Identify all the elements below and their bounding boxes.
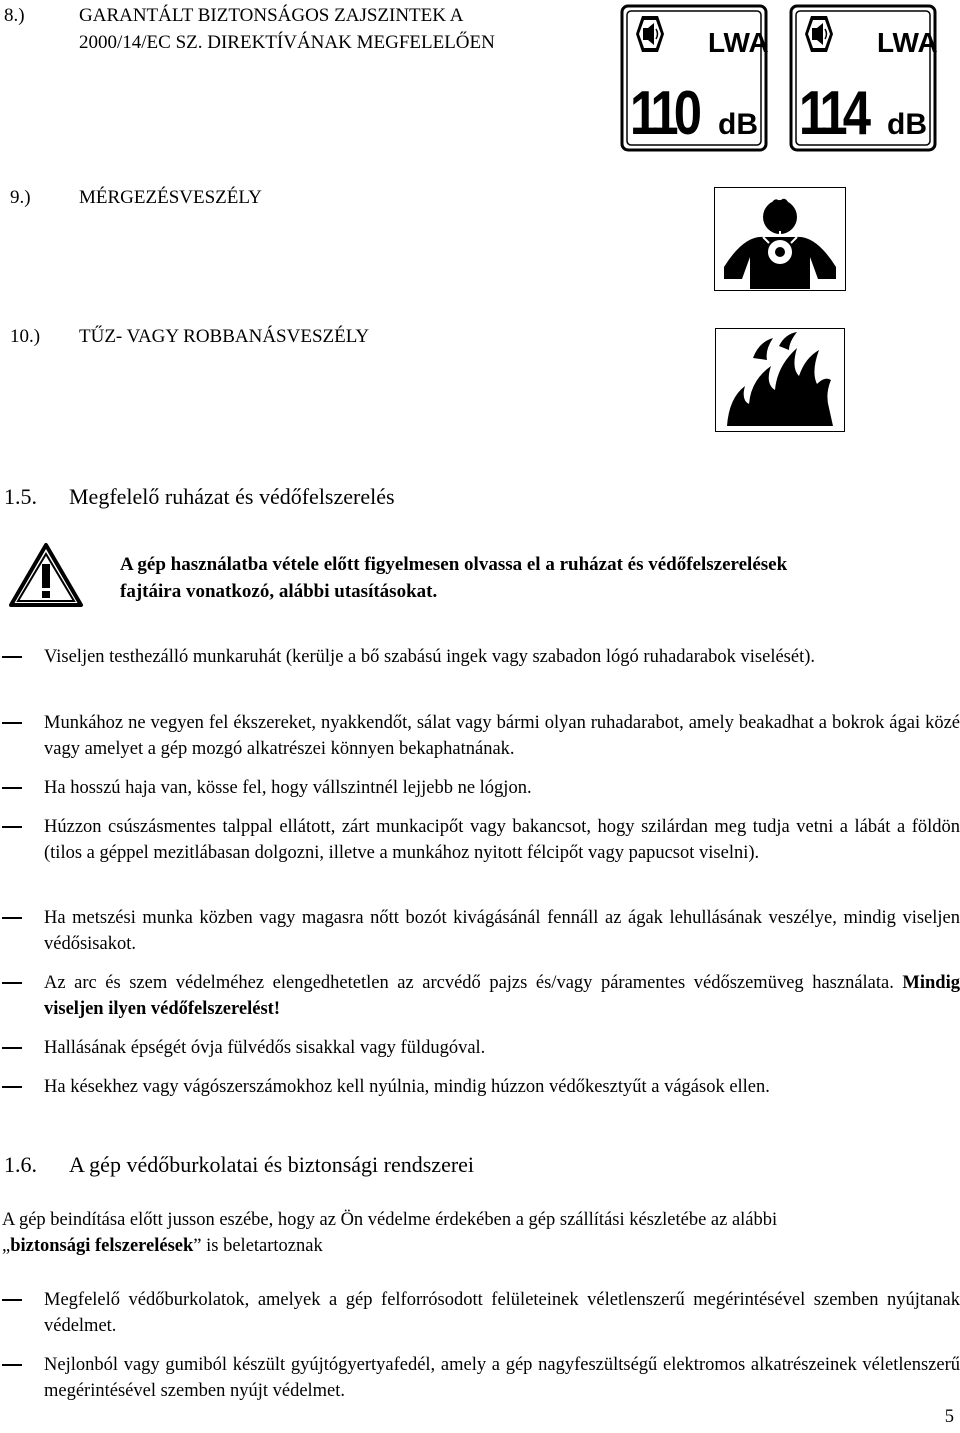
section15-number: 1.5. bbox=[4, 484, 37, 509]
list-item bbox=[0, 1074, 960, 1100]
bold-warning: Mindig viseljen ilyen védőfelszerelést! bbox=[44, 973, 960, 1019]
dash-bullet bbox=[2, 787, 22, 789]
dash-bullet bbox=[2, 1299, 22, 1301]
section16-paragraph: A gép beindítása előtt jusson eszébe, hogy az Ön védelme érdekében a gép szállítási készletébe az alábbi „biztonsági felszerelések” is beletartoznak bbox=[2, 1210, 778, 1256]
noise-sign-114 bbox=[789, 4, 937, 157]
dash-bullet bbox=[2, 1047, 22, 1049]
list-item bbox=[0, 710, 960, 762]
poison-person-icon bbox=[714, 187, 846, 296]
ear-symbol-icon bbox=[636, 16, 664, 52]
section8-number: 8.) bbox=[4, 5, 25, 26]
noise-unit: dB bbox=[718, 108, 758, 141]
section8-title-line1: GARANTÁLT BIZTONSÁGOS ZAJSZINTEK A bbox=[79, 5, 464, 26]
list-item bbox=[0, 644, 960, 670]
list-item bbox=[0, 1287, 960, 1339]
noise-label: LWA bbox=[708, 27, 768, 58]
section16-number: 1.6. bbox=[4, 1152, 37, 1177]
dash-bullet bbox=[2, 826, 22, 828]
list-item bbox=[0, 1352, 960, 1404]
dash-bullet bbox=[2, 982, 22, 984]
noise-value: 114 bbox=[798, 79, 867, 149]
list-item-text: Az arc és szem védelméhez elengedhetetlen az arcvédő pajzs és/vagy páramentes védőszemüveg használata. Mindig viseljen ilyen védőfelszerelést! bbox=[44, 973, 960, 1019]
fire-flame-icon bbox=[715, 328, 845, 437]
section16-title: A gép védőburkolatai és biztonsági rendszerei bbox=[69, 1152, 475, 1177]
noise-value: 110 bbox=[629, 79, 698, 149]
list-item bbox=[0, 970, 960, 1022]
noise-label: LWA bbox=[877, 27, 937, 58]
dash-bullet bbox=[2, 917, 22, 919]
dash-bullet bbox=[2, 1364, 22, 1366]
section15-intro-line1: A gép használatba vétele előtt figyelmesen olvassa el a ruházat és védőfelszerelések bbox=[120, 554, 788, 575]
noise-unit: dB bbox=[887, 108, 927, 141]
section15-intro-line2: fajtáira vonatkozó, alábbi utasításokat. bbox=[120, 581, 438, 602]
list-item-text: Ha késekhez vagy vágószerszámokhoz kell nyúlnia, mindig húzzon védőkesztyűt a vágások ellen. bbox=[44, 1077, 770, 1097]
page-number: 5 bbox=[944, 1407, 954, 1427]
list-item-text: Ha hosszú haja van, kösse fel, hogy vállszintnél lejjebb ne lógjon. bbox=[44, 778, 532, 798]
list-item-text: Viseljen testhezálló munkaruhát (kerülje a bő szabású ingek vagy szabadon lógó ruhadarabok viselését). bbox=[44, 647, 816, 667]
dash-bullet bbox=[2, 656, 22, 658]
section10-title: TŰZ- VAGY ROBBANÁSVESZÉLY bbox=[79, 326, 370, 347]
list-item bbox=[0, 775, 960, 801]
section15-title: Megfelelő ruházat és védőfelszerelés bbox=[69, 484, 395, 509]
dash-bullet bbox=[2, 1086, 22, 1088]
list-item bbox=[0, 814, 960, 866]
warning-triangle-icon bbox=[8, 542, 84, 613]
ear-symbol-icon bbox=[805, 16, 833, 52]
list-item bbox=[0, 905, 960, 957]
list-item-text: Húzzon csúszásmentes talppal ellátott, zárt munkacipőt vagy bakancsot, hogy szilárdan meg tudja vetni a lábát a földön (tilos a géppel mezitlábasan dolgozni, illetve a munkához nyitott félcipőt vagy papucsot viselni). bbox=[44, 817, 960, 863]
list-item-text: Hallásának épségét óvja fülvédős sisakkal vagy füldugóval. bbox=[44, 1038, 486, 1058]
noise-sign-110 bbox=[620, 4, 768, 157]
section9-number: 9.) bbox=[10, 187, 31, 208]
list-item bbox=[0, 1035, 960, 1061]
list-item-text: Nejlonból vagy gumiból készült gyújtógyertyafedél, amely a gép nagyfeszültségű elektromos alkatrészeinek véletlenszerű megérintésével szemben nyújt védelmet. bbox=[44, 1355, 960, 1401]
list-item-text: Ha metszési munka közben vagy magasra nőtt bozót kivágásánál fennáll az ágak lehullásának veszélye, mindig viseljen védősisakot. bbox=[44, 908, 960, 954]
list-item-text: Munkához ne vegyen fel ékszereket, nyakkendőt, sálat vagy bármi olyan ruhadarabot, amely beakadhat a bokrok ágai közé vagy amelyet a gép mozgó alkatrészei könnyen bekaphatnának. bbox=[44, 713, 960, 759]
section8-title-line2: 2000/14/EC SZ. DIREKTÍVÁNAK MEGFELELŐEN bbox=[79, 32, 495, 53]
section9-title: MÉRGEZÉSVESZÉLY bbox=[79, 187, 262, 208]
dash-bullet bbox=[2, 722, 22, 724]
list-item-text: Megfelelő védőburkolatok, amelyek a gép felforrósodott felületeinek véletlenszerű megérintésével szemben nyújtanak védelmet. bbox=[44, 1290, 960, 1336]
section10-number: 10.) bbox=[10, 326, 41, 347]
